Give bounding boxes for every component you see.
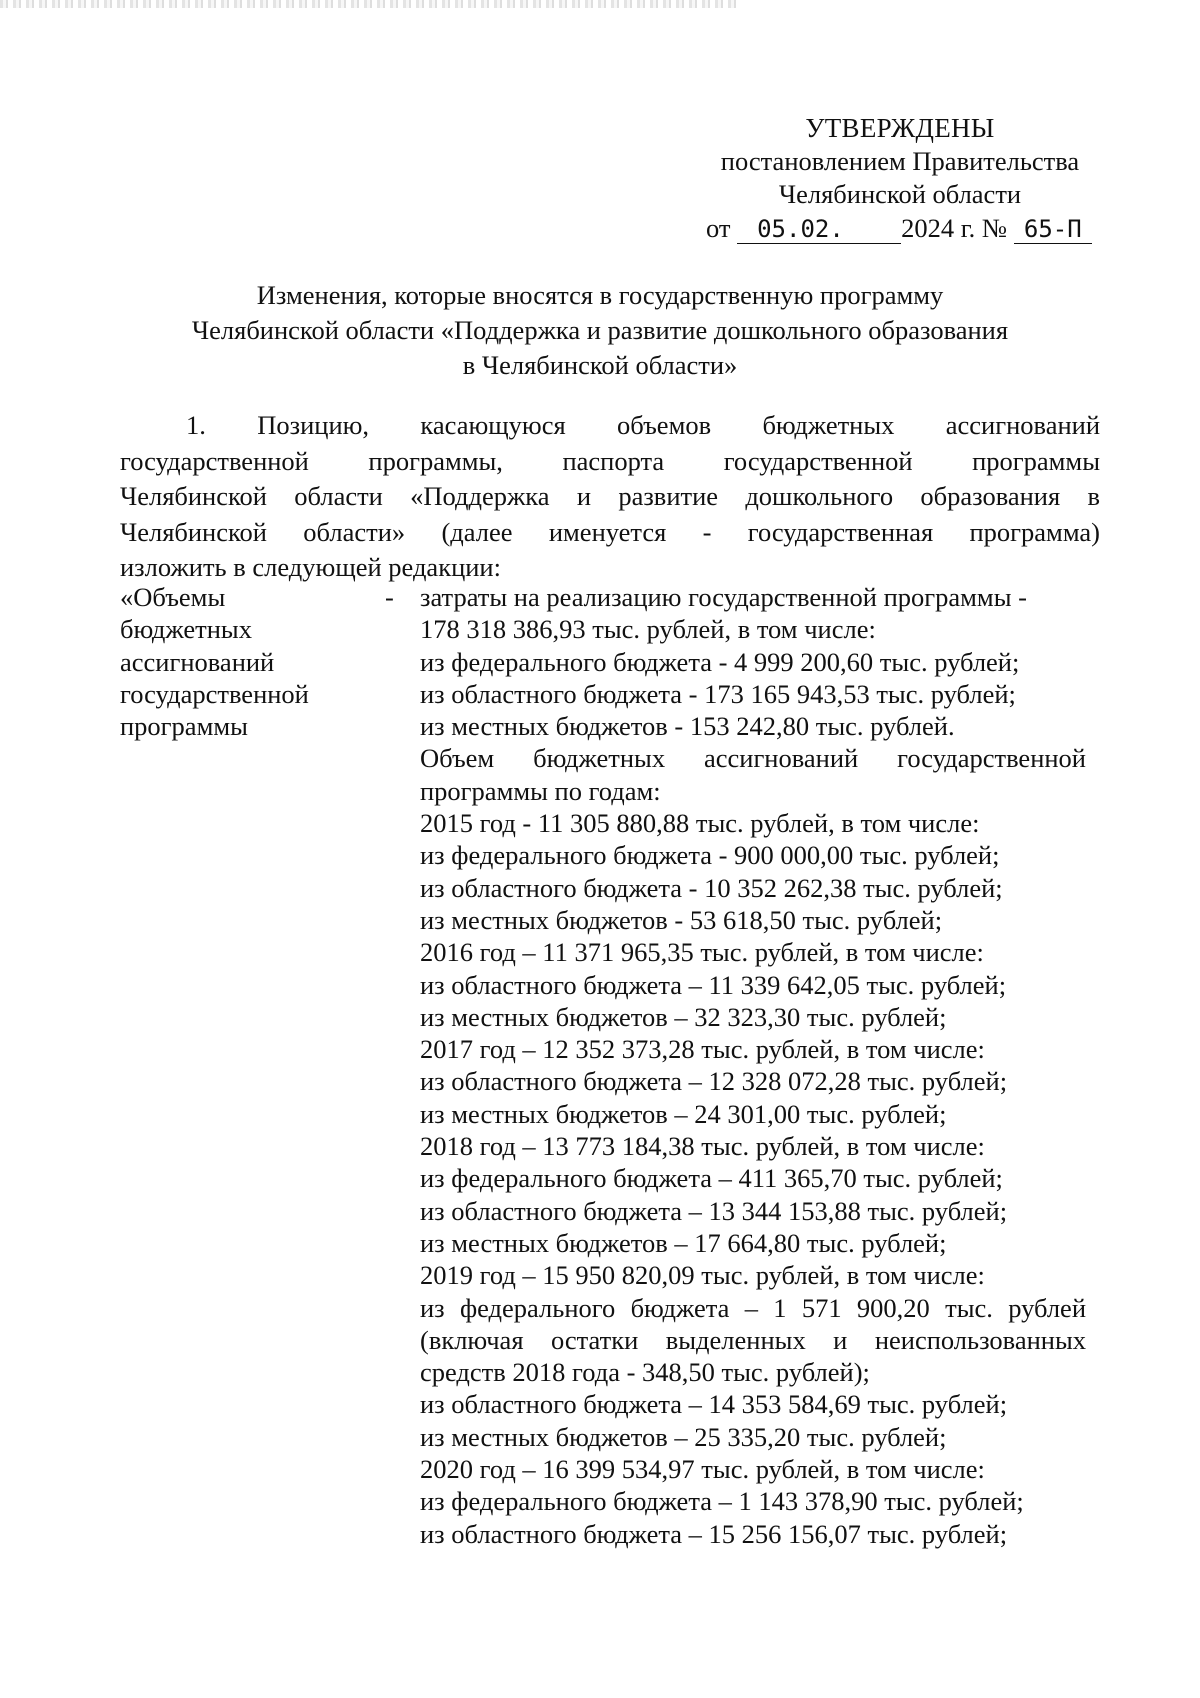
budget-label-line: государственной [120,678,309,709]
budget-line: 2017 год – 12 352 373,28 тыс. рублей, в том числе: [420,1034,985,1065]
date-field: 05.02. [737,215,901,244]
budget-line: средств 2018 года - 348,50 тыс. рублей); [420,1357,870,1388]
paragraph-line: 1. Позицию, касающуюся объемов бюджетных ассигнований [186,410,1100,440]
budget-label-column [120,581,370,742]
paragraph-line: Челябинской области «Поддержка и развитие дошкольного образования в [120,481,1100,511]
budget-details-column [420,581,1086,1550]
budget-line: 2020 год – 16 399 534,97 тыс. рублей, в том числе: [420,1454,985,1485]
paragraph-line: государственной программы, паспорта государственной программы [120,445,1100,476]
budget-line: программы по годам: [420,775,661,806]
approval-date-line [706,212,1092,245]
budget-line: 178 318 386,93 тыс. рублей, в том числе: [420,614,876,645]
budget-label-line: программы [120,711,248,742]
budget-line: из областного бюджета – 14 353 584,69 тыс. рублей; [420,1389,1008,1420]
budget-line: из местных бюджетов – 32 323,30 тыс. рублей; [420,1001,947,1032]
budget-line: из областного бюджета – 11 339 642,05 тыс. рублей; [420,969,1007,1000]
title-line-3: в Челябинской области» [462,350,738,380]
budget-line: 2018 год – 13 773 184,38 тыс. рублей, в том числе: [420,1131,985,1162]
from-prefix: от [706,213,731,243]
scan-edge-artifact [0,0,740,8]
document-title [100,278,1100,383]
approval-line-2: Челябинской области [778,179,1022,209]
title-line-2: Челябинской области «Поддержка и развитие дошкольного образования [191,315,1009,345]
budget-line: из областного бюджета – 12 328 072,28 тыс. рублей; [420,1066,1008,1097]
budget-line: из областного бюджета – 15 256 156,07 тыс. рублей; [420,1518,1008,1549]
budget-line: из областного бюджета - 10 352 262,38 тыс. рублей; [420,872,1003,903]
paragraph-1 [120,408,1100,586]
budget-line: из областного бюджета – 13 344 153,88 тыс. рублей; [420,1195,1008,1226]
approval-block [700,112,1100,211]
number-field: 65-П [1014,215,1092,244]
paragraph-line: изложить в следующей редакции: [120,552,501,582]
column-dash: - [385,582,394,612]
year-text: 2024 г. № [901,213,1008,243]
budget-line: Объем бюджетных ассигнований государственной [420,743,1086,774]
budget-line: из местных бюджетов – 24 301,00 тыс. рублей; [420,1098,947,1129]
budget-line: из местных бюджетов – 17 664,80 тыс. рублей; [420,1227,947,1258]
budget-line: из федерального бюджета – 1 143 378,90 тыс. рублей; [420,1486,1024,1517]
budget-line: затраты на реализацию государственной программы - [420,582,1027,612]
budget-label-line: «Объемы [120,582,226,612]
budget-label-line: бюджетных [120,614,252,645]
approval-heading: УТВЕРЖДЕНЫ [805,113,995,143]
budget-line: из местных бюджетов – 25 335,20 тыс. рублей; [420,1421,947,1452]
budget-line: из местных бюджетов - 53 618,50 тыс. рублей; [420,904,943,935]
budget-line: из федерального бюджета – 1 571 900,20 тыс. рублей [420,1292,1086,1323]
approval-line-1: постановлением Правительства [720,146,1080,176]
paragraph-line: Челябинской области» (далее именуется - государственная программа) [120,516,1100,547]
budget-line: из областного бюджета - 173 165 943,53 тыс. рублей; [420,678,1016,709]
budget-line: (включая остатки выделенных и неиспользованных [420,1324,1086,1355]
budget-label-line: ассигнований [120,646,275,677]
title-line-1: Изменения, которые вносятся в государственную программу [256,280,944,310]
budget-line: 2015 год - 11 305 880,88 тыс. рублей, в том числе: [420,808,980,839]
budget-line: 2016 год – 11 371 965,35 тыс. рублей, в том числе: [420,937,984,968]
budget-line: из федерального бюджета - 900 000,00 тыс. рублей; [420,840,1000,871]
budget-line: из местных бюджетов - 153 242,80 тыс. рублей. [420,711,955,742]
budget-line: из федерального бюджета - 4 999 200,60 тыс. рублей; [420,646,1020,677]
budget-line: 2019 год – 15 950 820,09 тыс. рублей, в том числе: [420,1260,985,1291]
budget-line: из федерального бюджета – 411 365,70 тыс. рублей; [420,1163,1003,1194]
